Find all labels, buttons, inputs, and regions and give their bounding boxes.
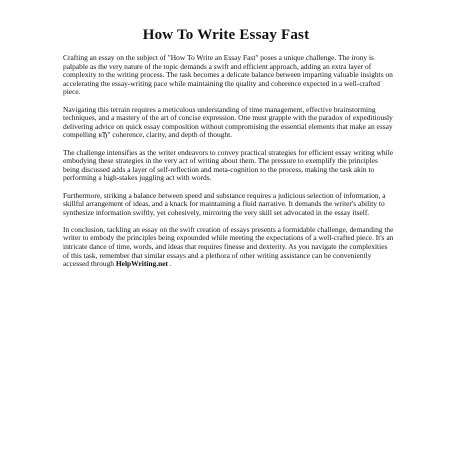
paragraph-3: The challenge intensifies as the writer endeavors to convey practical strategies for efficient essay writing while embodying these strategies in the very act of writing about them. The pressure to exemplify the principles being discussed adds a layer of self-reflection and meta-cognition to the process, making the task akin to performing a high-stakes juggling act with words. bbox=[63, 147, 394, 183]
paragraph-5 bbox=[63, 226, 395, 269]
closing-paragraph-text: In conclusion, tackling an essay on the swift creation of essays presents a formidable challenge, demanding the writer to embody the principles being expounded while meeting the expectations of a well-crafted piece. It's an intricate dance of time, words, and ideas that requires finesse and dexterity. As you navigate the complexities of this task, remember that similar essays and a plethora of other writing assistance can be conveniently accessed through bbox=[63, 224, 394, 269]
paragraph-1: Crafting an essay on the subject of "How To Write an Essay Fast" poses a unique challenge. The irony is palpable as the very nature of the topic demands a swift and efficient approach, adding an extra layer of complexity to the writing process. The task becomes a delicate balance between imparting valuable insights on accelerating the essay-writing pace while maintaining the quality and coherence expected in a well-crafted piece. bbox=[63, 53, 393, 97]
paragraph-4: Furthermore, striking a balance between speed and substance requires a judicious selection of information, a skillful arrangement of ideas, and a knack for maintaining a fluid narrative. It demands the writer's ability to synthesize information swiftly, yet cohesively, mirroring the very skill set advocated in the essay itself. bbox=[63, 190, 386, 217]
document-body bbox=[63, 54, 395, 277]
closing-period: . bbox=[168, 259, 172, 269]
helpwriting-link[interactable]: HelpWriting.net bbox=[115, 259, 169, 269]
document-title: How To Write Essay Fast bbox=[142, 27, 310, 43]
paragraph-2: Navigating this terrain requires a meticulous understanding of time management, effective brainstorming techniques, and a mastery of the art of concise expression. One must grapple with the paradox of expeditiously delivering advice on quick essay composition without compromising the essential elements that make an essay compelling вЂ" coherence, clarity, and depth of thought. bbox=[63, 104, 393, 140]
